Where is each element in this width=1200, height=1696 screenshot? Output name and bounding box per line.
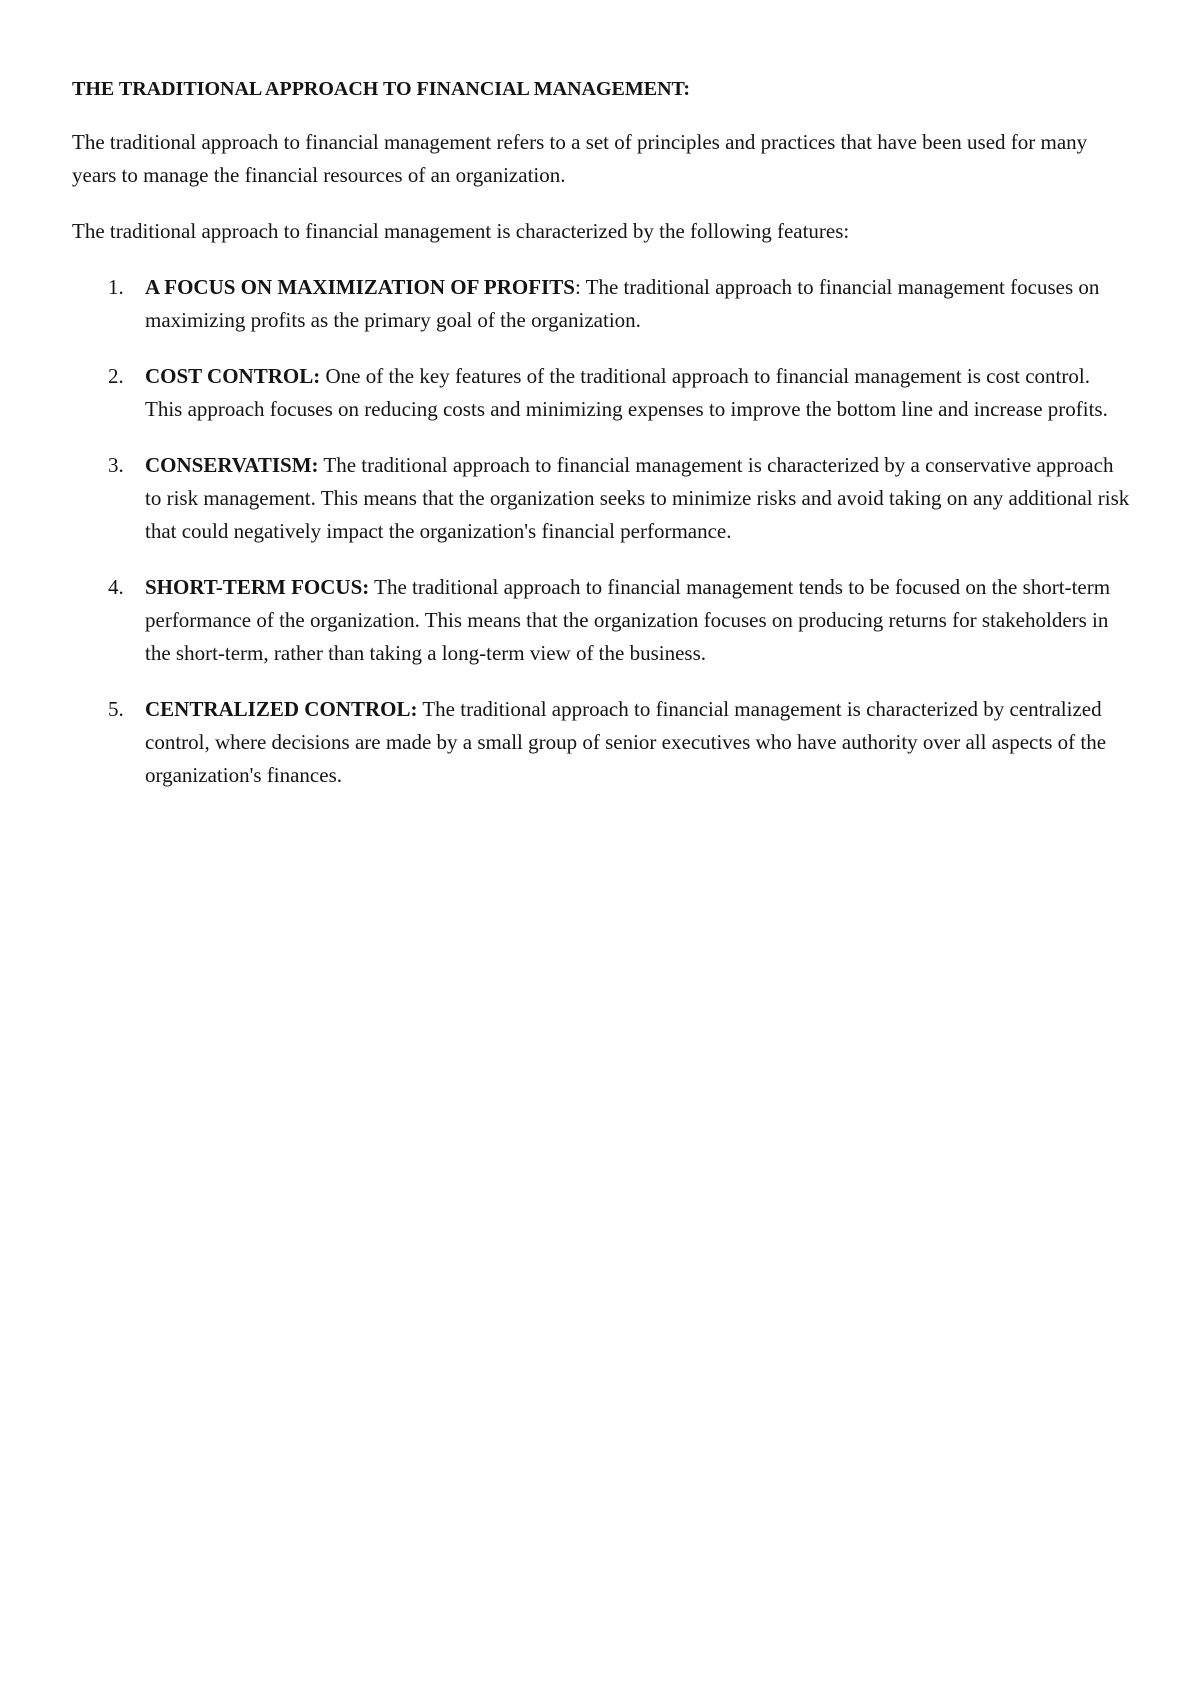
feature-term: SHORT-TERM FOCUS: (145, 575, 370, 599)
list-item (72, 360, 1132, 426)
list-item-number: 2. (108, 364, 124, 388)
document-page (72, 74, 1132, 815)
list-item-number: 3. (108, 453, 124, 477)
list-item-number: 4. (108, 575, 124, 599)
document-heading: THE TRADITIONAL APPROACH TO FINANCIAL MANAGEMENT: (72, 78, 691, 100)
feature-term: A FOCUS ON MAXIMIZATION OF PROFITS (145, 275, 575, 299)
feature-term: CONSERVATISM: (145, 453, 319, 477)
feature-description: The traditional approach to financial management is characterized by centralized control, where decisions are made by a small group of senior executives who have authority over all aspects of the organization's finances. (145, 697, 1107, 787)
features-list (72, 271, 1132, 792)
feature-description: One of the key features of the traditional approach to financial management is cost control. This approach focuses on reducing costs and minimizing expenses to improve the bottom line and increase profits. (145, 364, 1108, 421)
intro-paragraph: The traditional approach to financial management refers to a set of principles and practices that have been used for many years to manage the financial resources of an organization. (72, 130, 1088, 187)
list-item (72, 271, 1132, 337)
list-item (72, 571, 1132, 670)
feature-description: The traditional approach to financial management tends to be focused on the short-term performance of the organization. This means that the organization focuses on producing returns for stakeholders in the short-term, rather than taking a long-term view of the business. (145, 575, 1111, 665)
list-item (72, 449, 1132, 548)
feature-term: CENTRALIZED CONTROL: (145, 697, 418, 721)
feature-description: : The traditional approach to financial management focuses on maximizing profits as the primary goal of the organization. (145, 275, 1100, 332)
list-item-number: 5. (108, 697, 124, 721)
list-item (72, 693, 1132, 792)
list-item-number: 1. (108, 275, 124, 299)
feature-description: The traditional approach to financial management is characterized by a conservative approach to risk management. This means that the organization seeks to minimize risks and avoid taking on any additional risk that could negatively impact the organization's financial performance. (145, 453, 1130, 543)
lead-in-paragraph: The traditional approach to financial management is characterized by the following features: (72, 219, 850, 243)
feature-term: COST CONTROL: (145, 364, 321, 388)
